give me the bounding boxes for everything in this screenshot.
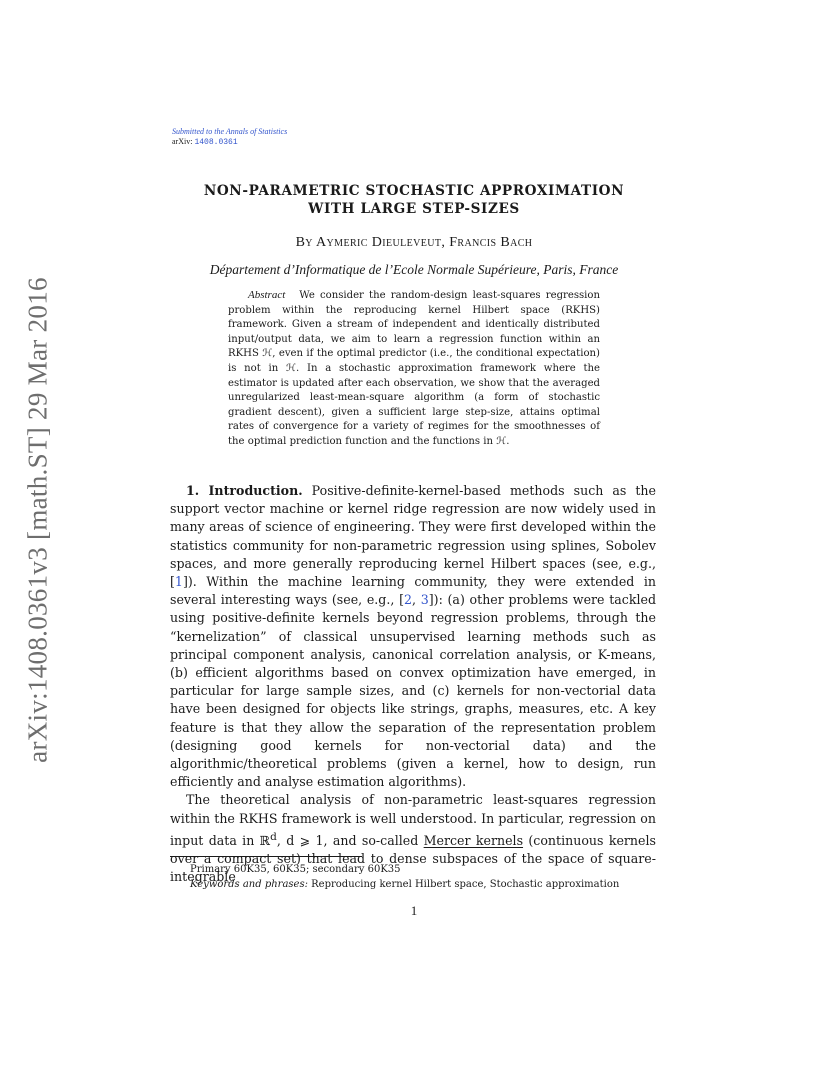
title-line-1: NON-PARAMETRIC STOCHASTIC APPROXIMATION <box>203 183 625 199</box>
authors: By Aymeric Dieuleveut, Francis Bach <box>295 235 533 250</box>
citation-link-3[interactable]: 3 <box>420 592 429 608</box>
keywords-label: Keywords and phrases: <box>190 879 308 890</box>
intro-p2-text-a: The theoretical analysis of non-parametric least-squares regression within the RKHS framework is well understood. In particular, regression on input data in ℝ <box>170 792 656 849</box>
affiliation: Département d’Informatique de l’Ecole Normale Supérieure, Paris, France <box>209 262 619 277</box>
arxiv-side-stamp: arXiv:1408.0361v3 [math.ST] 29 Mar 2016 <box>22 277 53 763</box>
arxiv-line <box>172 137 287 148</box>
intro-text-b: ]). Within the machine learning community, they were extended in several interesting ways (see, e.g., [ <box>170 574 656 608</box>
abstract <box>228 288 600 450</box>
arxiv-prefix: arXiv: <box>172 137 193 146</box>
citation-separator: , <box>412 592 421 608</box>
section-heading: 1. Introduction. <box>186 483 303 498</box>
citation-link-2[interactable]: 2 <box>404 592 413 608</box>
intro-text-a: Positive-definite-kernel-based methods such as the support vector machine or kernel ridge regression are now widely used in many areas of science of engineering. They were first developed within the statistics community for non-parametric regression using splines, Sobolev spaces, and more generally reproducing kernel Hilbert spaces (see, e.g., [ <box>170 483 656 590</box>
intro-text-c: ]): (a) other problems were tackled using positive-definite kernels beyond regression problems, through the “kernelization” of classical unsupervised learning methods such as principal component analysis, canonical correlation analysis, or K-means, (b) efficient algorithms based on convex optimization have emerged, in particular for large sample sizes, and (c) kernels for non-vectorial data have been designed for objects like strings, graphs, measures, etc. A key feature is that they allow the separation of the representation problem (designing good kernels for non-vectorial data) and the algorithmic/theoretical problems (given a kernel, how to design, run efficiently and analyse estimation algorithms). <box>170 592 657 790</box>
page-number: 1 <box>410 903 418 918</box>
header-note <box>172 127 287 148</box>
intro-p2-text-c: (continuous kernels over a compact set) that lead to dense subspaces of the space of square-integrable <box>170 833 656 885</box>
footnotes <box>190 862 650 892</box>
msc-classification: Primary 60K35, 60K35; secondary 60K35 <box>190 864 401 875</box>
intro-p2-superscript: d <box>270 830 277 843</box>
abstract-text: We consider the random-design least-squares regression problem within the reproducing kernel Hilbert space (RKHS) framework. Given a stream of independent and identically distributed input/output data, we aim to learn a regression function within an RKHS ℋ, even if the optimal predictor (i.e., the conditional expectation) is not in ℋ. In a stochastic approximation framework where the estimator is updated after each observation, we show that the averaged unregularized least-mean-square algorithm (a form of stochastic gradient descent), given a sufficient large step-size, attains optimal rates of convergence for a variety of regimes for the smoothnesses of the optimal prediction function and the functions in ℋ. <box>228 290 600 447</box>
abstract-label: Abstract <box>248 289 286 301</box>
footnote-divider <box>170 856 362 857</box>
keywords-text: Reproducing kernel Hilbert space, Stochastic approximation <box>311 879 620 890</box>
intro-paragraph-1 <box>170 482 656 791</box>
paper-title <box>172 182 656 218</box>
keywords-line <box>190 877 650 892</box>
mercer-kernels-term: Mercer kernels <box>423 833 524 849</box>
title-line-2: WITH LARGE STEP-SIZES <box>308 201 520 217</box>
citation-link-1[interactable]: 1 <box>174 574 183 590</box>
journal-link[interactable]: Submitted to the Annals of Statistics <box>172 127 288 136</box>
intro-p2-text-b: , d ⩾ 1, and so-called <box>276 833 424 849</box>
introduction-section <box>170 482 656 887</box>
arxiv-id-link[interactable]: 1408.0361 <box>194 138 238 147</box>
